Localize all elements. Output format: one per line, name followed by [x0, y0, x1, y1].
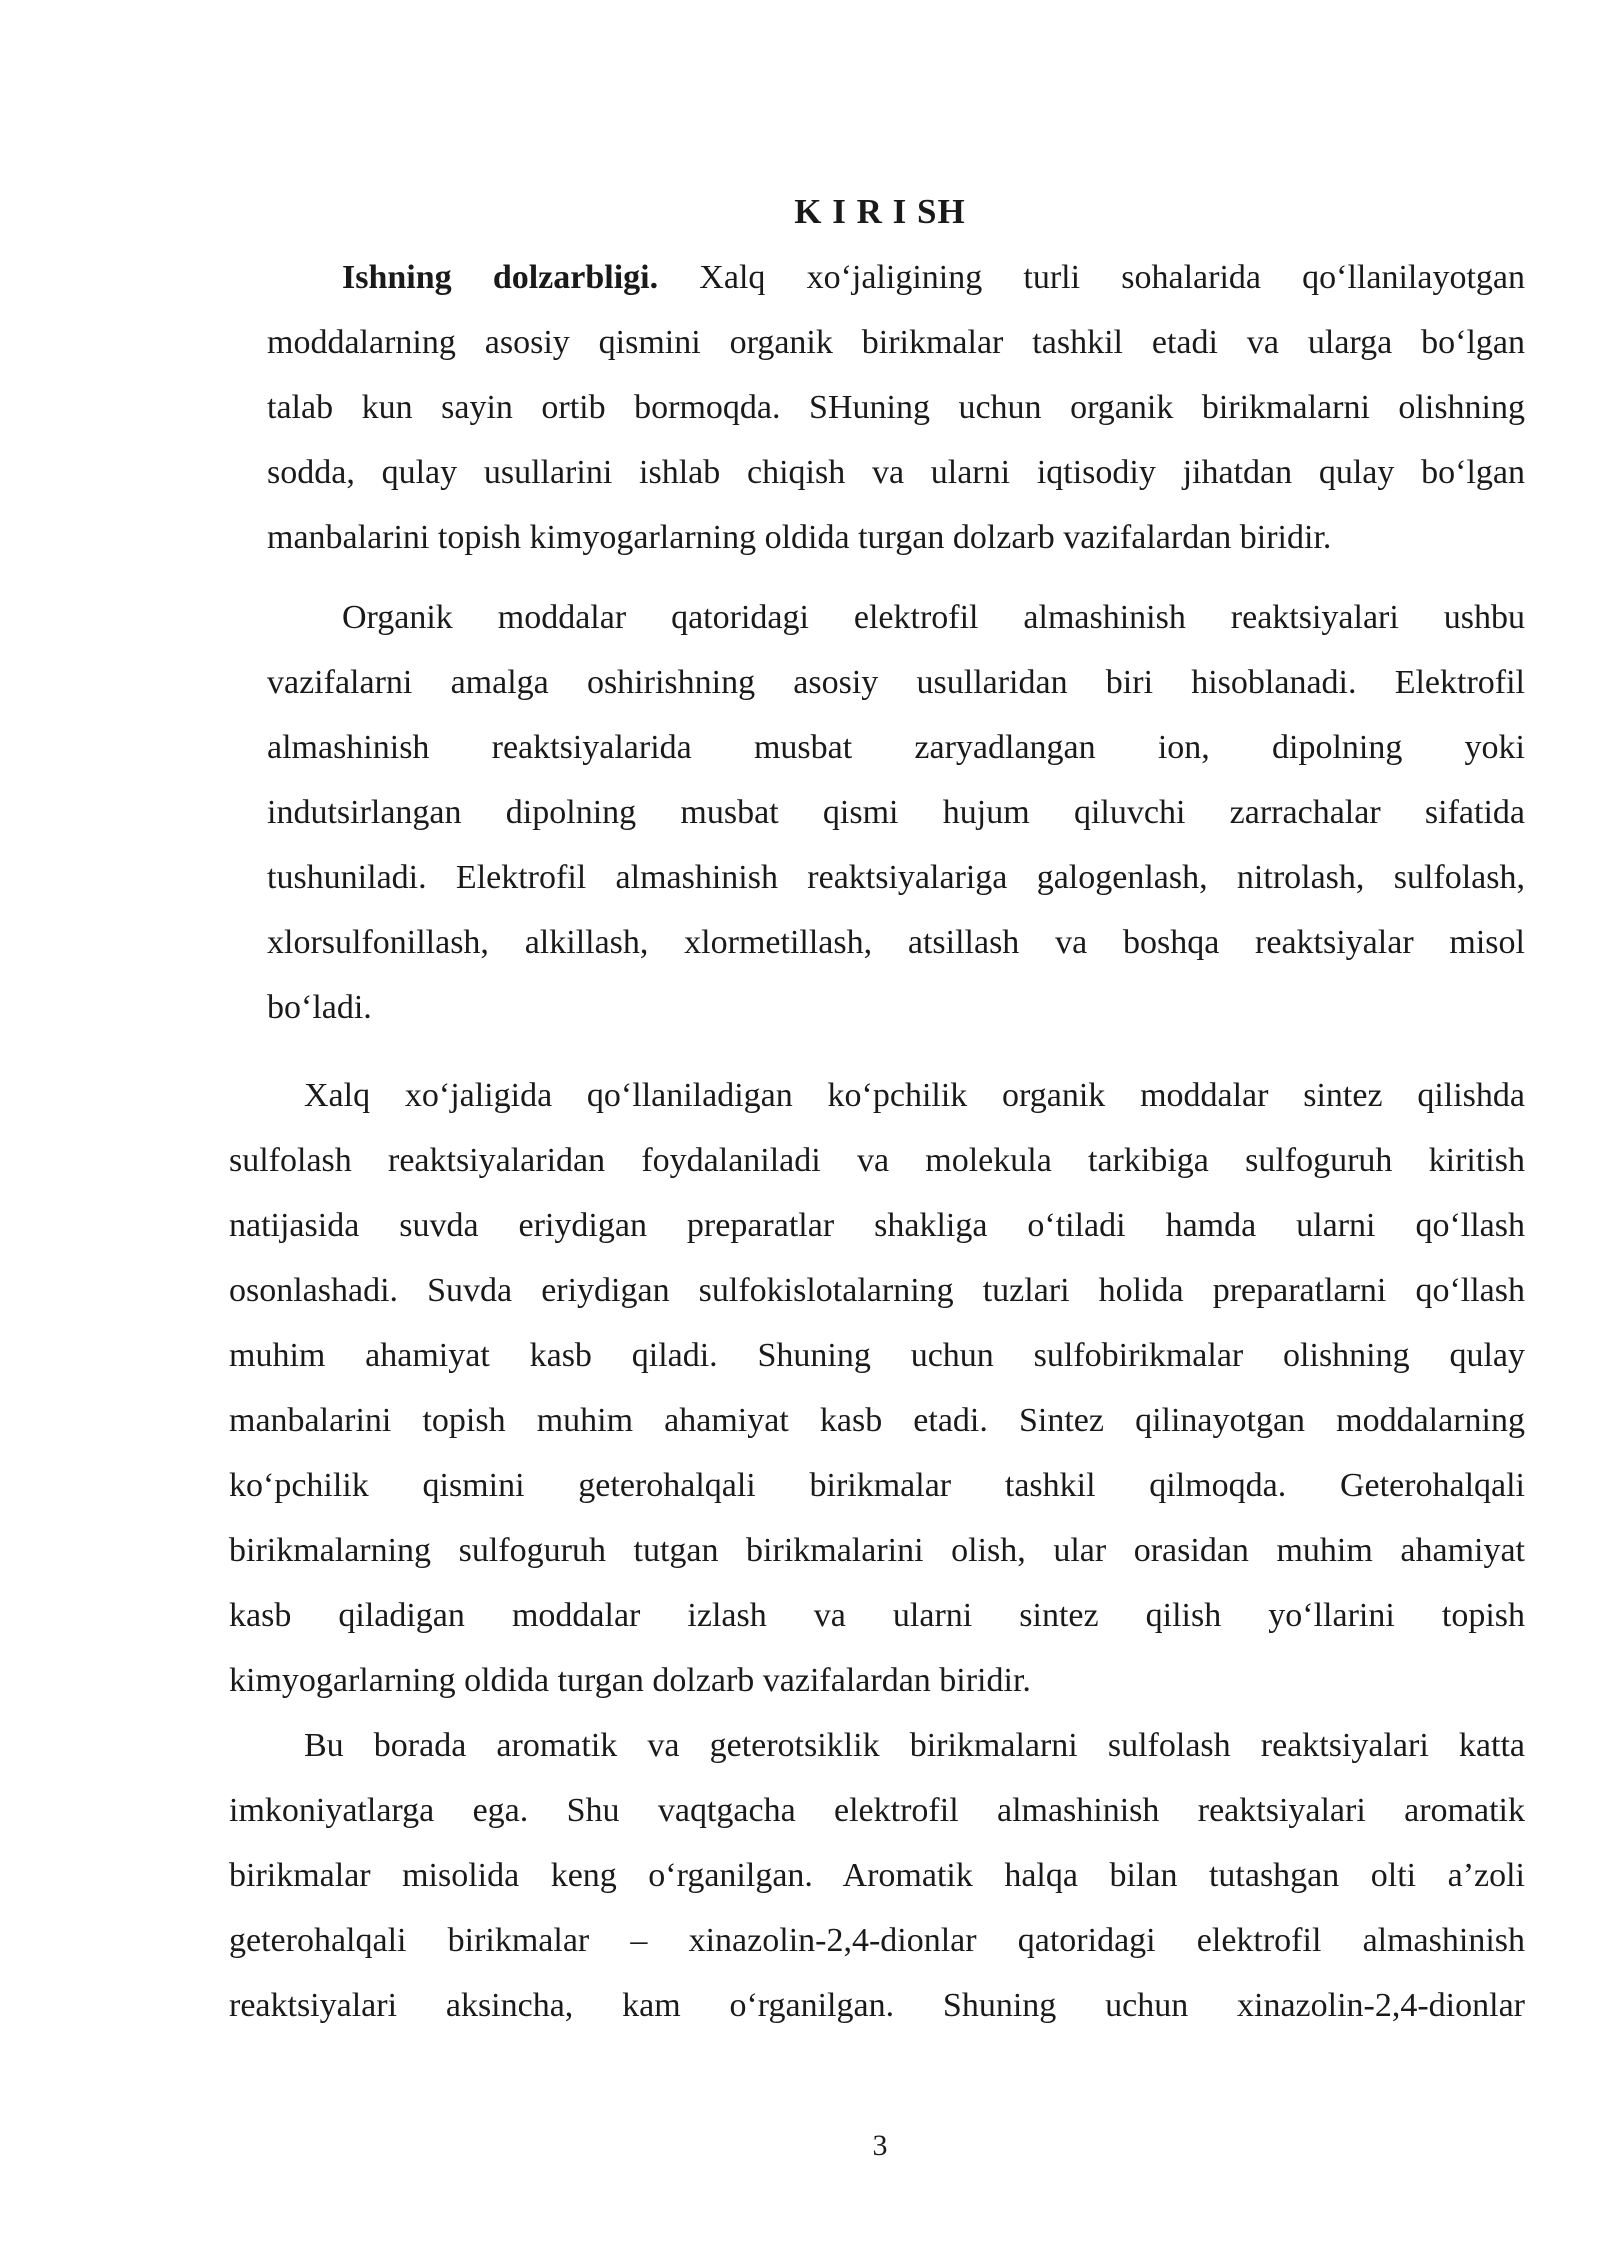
- paragraph-line: geterohalqali birikmalar – xinazolin-2,4-dionlar qatoridagi elektrofil almashinish: [229, 1922, 1525, 1959]
- paragraph-line: reaktsiyalari aksincha, kam o‘rganilgan. Shuning uchun xinazolin-2,4-dionlar: [229, 1987, 1525, 2024]
- paragraph-line: kimyogarlarning oldida turgan dolzarb vazifalardan biridir.: [229, 1662, 1031, 1699]
- paragraph-line: natijasida suvda eriydigan preparatlar shakliga o‘tiladi hamda ularni qo‘llash: [229, 1207, 1525, 1244]
- paragraph-line: almashinish reaktsiyalarida musbat zaryadlangan ion, dipolning yoki: [267, 729, 1525, 766]
- paragraph-line: birikmalar misolida keng o‘rganilgan. Aromatik halqa bilan tutashgan olti a’zoli: [229, 1857, 1525, 1894]
- paragraph-relevance: [267, 245, 1525, 570]
- paragraph-sulfonation: [229, 1063, 1525, 1713]
- paragraph-electrophilic: [267, 585, 1525, 1040]
- paragraph-line: manbalarini topish muhim ahamiyat kasb etadi. Sintez qilinayotgan moddalarning: [229, 1402, 1525, 1439]
- paragraph-line: bo‘ladi.: [267, 989, 372, 1026]
- paragraph-line: Xalq xo‘jaligida qo‘llaniladigan ko‘pchilik organik moddalar sintez qilishda: [304, 1077, 1525, 1114]
- paragraph-line: birikmalarning sulfoguruh tutgan birikmalarini olish, ular orasidan muhim ahamiyat: [229, 1532, 1525, 1569]
- paragraph-line: sulfolash reaktsiyalaridan foydalaniladi va molekula tarkibiga sulfoguruh kiritish: [229, 1142, 1525, 1179]
- paragraph-line: moddalarning asosiy qismini organik birikmalar tashkil etadi va ularga bo‘lgan: [267, 324, 1525, 361]
- paragraph-line: sodda, qulay usullarini ishlab chiqish va ularni iqtisodiy jihatdan qulay bo‘lgan: [267, 454, 1525, 491]
- paragraph-line-text: Xalq xo‘jaligining turli sohalarida qo‘llanilayotgan: [658, 259, 1525, 296]
- paragraph-line: talab kun sayin ortib bormoqda. SHuning uchun organik birikmalarni olishning: [267, 389, 1525, 426]
- paragraph-line: vazifalarni amalga oshirishning asosiy usullaridan biri hisoblanadi. Elektrofil: [267, 664, 1525, 701]
- paragraph-line: imkoniyatlarga ega. Shu vaqtgacha elektrofil almashinish reaktsiyalari aromatik: [229, 1792, 1525, 1829]
- paragraph-line: osonlashadi. Suvda eriydigan sulfokislotalarning tuzlari holida preparatlarni qo‘llash: [229, 1272, 1525, 1309]
- paragraph-line: tushuniladi. Elektrofil almashinish reaktsiyalariga galogenlash, nitrolash, sulfolash,: [267, 859, 1525, 896]
- paragraph-line: manbalarini topish kimyogarlarning oldida turgan dolzarb vazifalardan biridir.: [267, 519, 1332, 556]
- paragraph-line: [267, 245, 1525, 310]
- paragraph-line: muhim ahamiyat kasb qiladi. Shuning uchun sulfobirikmalar olishning qulay: [229, 1337, 1525, 1374]
- paragraph-line: ko‘pchilik qismini geterohalqali birikmalar tashkil qilmoqda. Geterohalqali: [229, 1467, 1525, 1504]
- paragraph-line: xlorsulfonillash, alkillash, xlormetillash, atsillash va boshqa reaktsiyalar misol: [267, 924, 1525, 961]
- page-number: 3: [872, 2129, 888, 2162]
- page-heading: K I R I SH: [794, 192, 966, 231]
- paragraph-lead: Ishning dolzarbligi.: [342, 259, 659, 296]
- paragraph-aromatic: [229, 1713, 1525, 2038]
- paragraph-line: indutsirlangan dipolning musbat qismi hujum qiluvchi zarrachalar sifatida: [267, 794, 1525, 831]
- paragraph-line: kasb qiladigan moddalar izlash va ularni sintez qilish yo‘llarini topish: [229, 1597, 1525, 1634]
- paragraph-line: Organik moddalar qatoridagi elektrofil almashinish reaktsiyalari ushbu: [342, 599, 1525, 636]
- paragraph-line: Bu borada aromatik va geterotsiklik birikmalarni sulfolash reaktsiyalari katta: [304, 1727, 1525, 1764]
